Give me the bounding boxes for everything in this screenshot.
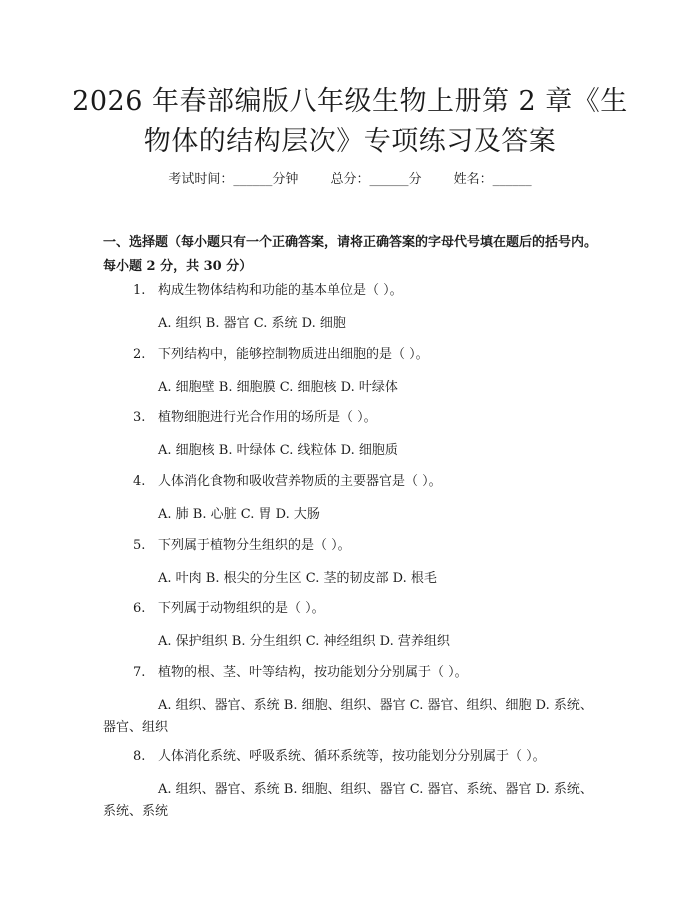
question-number: 3. (133, 410, 146, 425)
question-7 (103, 662, 598, 739)
exam-meta (0, 168, 700, 187)
exam-time: 考试时间：______分钟 (168, 172, 299, 187)
question-text: 人体消化食物和吸收营养物质的主要器官是（ ）。 (158, 474, 442, 489)
question-number: 6. (133, 601, 146, 616)
question-text: 下列属于植物分生组织的是（ ）。 (158, 538, 351, 553)
exam-name: 姓名：______ (453, 172, 532, 187)
question-text: 下列属于动物组织的是（ ）。 (158, 601, 325, 616)
question-options: A. 细胞壁 B. 细胞膜 C. 细胞核 D. 叶绿体 (158, 380, 398, 395)
question-text: 植物的根、茎、叶等结构，按功能划分分别属于（ ）。 (158, 665, 468, 680)
question-2 (103, 344, 598, 399)
question-number: 5. (133, 538, 146, 553)
question-1 (103, 280, 598, 335)
question-options: A. 组织 B. 器官 C. 系统 D. 细胞 (158, 316, 346, 331)
question-4 (103, 471, 598, 526)
question-options: A. 细胞核 B. 叶绿体 C. 线粒体 D. 细胞质 (158, 443, 398, 458)
question-options: A. 叶肉 B. 根尖的分生区 C. 茎的韧皮部 D. 根毛 (158, 571, 437, 586)
section-heading: 一、选择题（每小题只有一个正确答案，请将正确答案的字母代号填在题后的括号内。每小题 2 分，共 30 分） (103, 235, 598, 274)
question-options: A. 组织、器官、系统 B. 细胞、组织、器官 C. 器官、系统、器官 D. 系统、系统、系统 (103, 782, 593, 819)
question-5 (103, 535, 598, 590)
question-number: 7. (133, 665, 146, 680)
question-options: A. 肺 B. 心脏 C. 胃 D. 大肠 (158, 507, 320, 522)
question-8 (103, 746, 598, 823)
question-number: 2. (133, 347, 146, 362)
question-text: 构成生物体结构和功能的基本单位是（ ）。 (158, 283, 403, 298)
question-number: 1. (133, 283, 146, 298)
question-text: 下列结构中，能够控制物质进出细胞的是（ ）。 (158, 347, 429, 362)
question-text: 人体消化系统、呼吸系统、循环系统等，按功能划分分别属于（ ）。 (158, 749, 546, 764)
question-3 (103, 407, 598, 462)
title-line-1: 2026 年春部编版八年级生物上册第 2 章《生 (72, 86, 628, 117)
question-text: 植物细胞进行光合作用的场所是（ ）。 (158, 410, 377, 425)
question-number: 4. (133, 474, 146, 489)
title-line-2: 物体的结构层次》专项练习及答案 (143, 126, 557, 157)
question-options: A. 保护组织 B. 分生组织 C. 神经组织 D. 营养组织 (158, 634, 450, 649)
exam-score: 总分：______分 (330, 172, 422, 187)
exam-title (60, 82, 640, 162)
question-6 (103, 598, 598, 653)
question-number: 8. (133, 749, 146, 764)
question-options: A. 组织、器官、系统 B. 细胞、组织、器官 C. 器官、组织、细胞 D. 系统、器官、组织 (103, 698, 593, 735)
